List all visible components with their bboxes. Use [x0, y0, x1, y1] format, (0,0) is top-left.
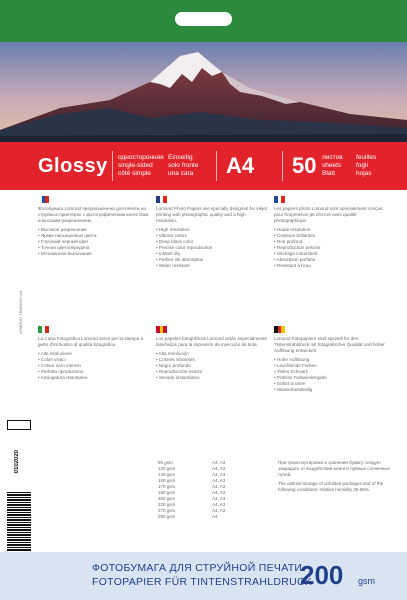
divider — [112, 151, 113, 181]
feature-item: • Séchage instantané — [274, 251, 386, 257]
feature-item: • Secado instantáneo — [156, 375, 268, 381]
sheet-label-it: fogli — [356, 162, 368, 169]
feature-item: • Negro profundo — [156, 363, 268, 369]
product-name-ru: ФОТОБУМАГА ДЛЯ СТРУЙНОЙ ПЕЧАТИ — [92, 562, 303, 574]
feature-list — [156, 227, 268, 269]
description-area — [38, 196, 398, 552]
sheet-label-en: sheets — [322, 162, 342, 169]
feature-list — [274, 357, 386, 393]
manufacturer-label: LOMOND TRADING Ltd. — [18, 290, 23, 335]
weight-value: 200 gsm — [158, 496, 176, 501]
feature-item: • Precise color reproduction — [156, 245, 268, 251]
feature-item: • Высокое разрешение — [38, 227, 150, 233]
feature-list — [38, 227, 150, 257]
sided-label-es: una cara — [168, 170, 194, 177]
mountain-photo — [0, 42, 407, 142]
feature-list — [38, 351, 150, 381]
flag-icon — [156, 326, 167, 333]
weight-value: 270 gsm — [158, 508, 176, 513]
column-paragraph: Lomond Fotopapiere sind speziell für den Tintenstrahldruck mit fotografischer Qualität und hoher Auflösung entwickelt. — [274, 336, 385, 353]
feature-item: • Reproduction précise — [274, 245, 386, 251]
column-paragraph: Los papeles fotográficos Lomond están especialmente diseñados para la impresión de inyección de tinta. — [156, 336, 268, 347]
weight-formats: A4, A3 — [212, 496, 226, 501]
weight-row — [158, 514, 398, 520]
paper-size: A4 — [226, 153, 255, 178]
feature-item: • Точная цветопередача — [38, 245, 150, 251]
feature-item: • Deep black color — [156, 239, 268, 245]
language-column — [38, 196, 150, 260]
feature-item: • Asciugatura istantanea — [38, 375, 150, 381]
flag-icon — [156, 196, 167, 203]
feature-item: • Colori vivaci — [38, 357, 150, 363]
weight-formats: A4, A3 — [212, 472, 226, 477]
weight-formats: A4, A3 — [212, 490, 226, 495]
feature-item: • Perfetta riproduzione — [38, 369, 150, 375]
feature-item: • Мгновенное высыхание — [38, 251, 150, 257]
feature-item: • Tiefes Schwarz — [274, 369, 386, 375]
weight-formats: A4, A3 — [212, 466, 226, 471]
hang-hole — [175, 12, 232, 26]
feature-item: • Wasserbeständig — [274, 387, 386, 393]
sided-label-de: Einseitig — [168, 154, 193, 161]
language-column — [274, 196, 386, 272]
divider — [282, 151, 283, 181]
weight-formats: A4, A3 — [212, 502, 226, 507]
sided-label-ru: односторонняя — [118, 154, 164, 161]
column-paragraph: Фотобумага Lomond предназначена для печати на струйных принтерах с фотографическим качеством и высоким разрешением. — [38, 206, 149, 223]
weight-formats: A4, A3 — [212, 484, 226, 489]
storage-notes — [278, 460, 398, 496]
column-paragraph: Les papiers photo Lomond sont spécialement conçus pour l'impression jet d'encre avec qualité photographique. — [274, 206, 383, 223]
feature-item: • Vibrant colors — [156, 233, 268, 239]
weight-formats: A4, A3 — [212, 478, 226, 483]
feature-item: • Alta risoluzione — [38, 351, 150, 357]
feature-item: • Яркие насыщенные цвета — [38, 233, 150, 239]
column-paragraph: La Carta Fotografica Lomond serve per la stampa a getto d'inchiostro di qualità fotografica. — [38, 336, 144, 347]
sheet-count-label-group-2 — [356, 142, 376, 190]
weight-value: 85 gsm — [158, 460, 173, 465]
language-column — [156, 326, 268, 384]
bottom-band — [0, 552, 407, 600]
weight-value: 280 gsm — [158, 514, 176, 519]
feature-item: • Instant dry — [156, 251, 268, 257]
weight-value: 140 gsm — [158, 472, 176, 477]
feature-item: • Water resistant — [156, 263, 268, 269]
sided-label-fr: côté simple — [118, 170, 151, 177]
feature-item: • Couleurs brillantes — [274, 233, 386, 239]
column-paragraph: Lomond Photo Papers are specially designed for inkjet printing with photographic quality and a high resolution. — [156, 206, 268, 223]
weight-formats: A4, A3 — [212, 508, 226, 513]
feature-item: • Hohe Auflösung — [274, 357, 386, 363]
language-column — [274, 326, 386, 396]
side-code-strip — [4, 280, 32, 570]
sheet-label-de: Blatt — [322, 170, 336, 177]
feature-item: • Résistant à l'eau — [274, 263, 386, 269]
sided-label-en: single-sided — [118, 162, 153, 169]
feature-item: • Глубокий черный цвет — [38, 239, 150, 245]
divider — [216, 151, 217, 181]
feature-item: • Colores vibrantes — [156, 357, 268, 363]
sided-label-group-2 — [168, 142, 198, 190]
paper-weight-unit: gsm — [358, 576, 376, 586]
feature-item: • Absorption parfaite — [274, 257, 386, 263]
flag-icon — [274, 326, 285, 333]
weight-value: 150 gsm — [158, 478, 176, 483]
feature-item: • Haute résolution — [274, 227, 386, 233]
feature-item: • Reproducción exacta — [156, 369, 268, 375]
weight-value: 180 gsm — [158, 490, 176, 495]
note-text: The optimal storage of unfolded packages and of the following conditions: relative humidity 35-65%. — [278, 481, 384, 492]
product-info-bar — [0, 142, 407, 190]
weight-formats: A4, A3 — [212, 460, 226, 465]
weight-value: 120 gsm — [158, 466, 176, 471]
flag-icon — [38, 326, 49, 333]
feature-item: • Sofort trocken — [274, 381, 386, 387]
weight-formats: A4 — [212, 514, 218, 519]
paper-weight: 200 — [300, 560, 344, 590]
weight-value: 170 gsm — [158, 484, 176, 489]
sheet-label-ru: листов — [322, 154, 343, 161]
feature-item: • Colore nero intenso — [38, 363, 150, 369]
sheet-count: 50 — [292, 153, 317, 178]
note-text: При транспортировке и хранении бумагу следует защищать от воздействия влаги и прямых солнечных лучей. — [278, 460, 390, 477]
feature-item: • Präzise Farbwiedergabe — [274, 375, 386, 381]
header-band — [0, 0, 407, 42]
code-box — [7, 420, 31, 430]
feature-item: • Alta resolución — [156, 351, 268, 357]
feature-item: • Leuchtende Farben — [274, 363, 386, 369]
sheet-count-label-group — [322, 142, 343, 190]
flag-icon — [38, 196, 49, 203]
language-column — [156, 196, 268, 272]
product-code: 0102020 — [14, 450, 20, 474]
feature-item: • High resolution — [156, 227, 268, 233]
product-name-de: FOTOPAPIER FÜR TINTENSTRAHLDRUCK — [92, 576, 313, 588]
sheet-label-es: hojas — [356, 170, 372, 177]
feature-item: • Perfect ink absorption — [156, 257, 268, 263]
finish-label: Glossy — [38, 154, 108, 177]
sheet-label-fr: feuilles — [356, 154, 377, 161]
weight-value: 230 gsm — [158, 502, 176, 507]
feature-list — [156, 351, 268, 381]
sided-label-group — [118, 142, 164, 190]
language-column — [38, 326, 150, 384]
feature-list — [274, 227, 386, 269]
sided-label-it: solo fronte — [168, 162, 199, 169]
feature-item: • Noir profond — [274, 239, 386, 245]
flag-icon — [274, 196, 285, 203]
